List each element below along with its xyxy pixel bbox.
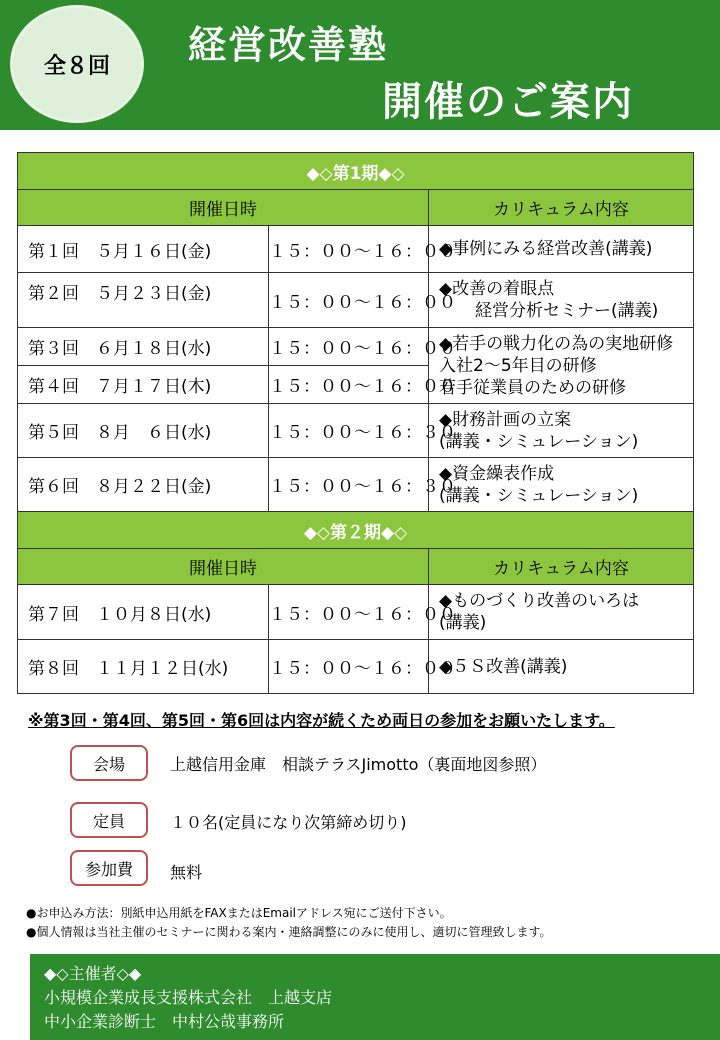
curriculum-line: ◆改善の着眼点 xyxy=(439,279,555,299)
curriculum-line: ◆ものづくり改善のいろは xyxy=(439,591,640,611)
session-date: １１月１２日(水) xyxy=(96,659,229,679)
notes-list xyxy=(26,904,552,942)
list-item: ●お申込み方法：別紙申込用紙をFAXまたはEmailアドレス宛にご送付下さい。 xyxy=(26,906,452,920)
session-date: ８月２２日(金) xyxy=(96,477,212,497)
column-header-date: 開催日時 xyxy=(18,190,429,226)
session-number: 第５回 xyxy=(28,423,79,443)
column-header-date: 開催日時 xyxy=(18,549,429,585)
curriculum-line: ◆若手の戦力化の為の実地研修 xyxy=(439,333,674,354)
curriculum-line: ◆資金繰表作成 xyxy=(439,463,555,484)
session-time: １５：００〜１６：３０ xyxy=(269,458,429,512)
curriculum-cell xyxy=(429,585,694,640)
curriculum-line: (講義) xyxy=(439,613,487,633)
session-cell xyxy=(18,366,269,404)
venue-value: 上越信用金庫 相談テラスJimotto（裏面地図参照） xyxy=(170,755,547,774)
curriculum-cell-merged xyxy=(429,328,694,404)
list-item: ●個人情報は当社主催のセミナーに関わる案内・連絡調整にのみに使用し、適切に管理致します。 xyxy=(26,925,552,939)
organizer-line: 中小企業診断士 中村公哉事務所 xyxy=(44,1012,285,1031)
curriculum-line: ◆事例にみる経営改善(講義) xyxy=(439,239,653,259)
session-time: １５：００〜１６：００ xyxy=(269,366,429,404)
session-cell xyxy=(18,273,269,328)
curriculum-line: ◆５Ｓ改善(講義) xyxy=(439,656,568,677)
curriculum-cell xyxy=(429,226,694,273)
curriculum-line: (講義・シミュレーション) xyxy=(439,431,639,452)
table-row xyxy=(18,585,694,640)
organizer-footer xyxy=(30,954,720,1040)
session-cell xyxy=(18,585,269,640)
session-date: ７月１７日(木) xyxy=(96,377,212,397)
fee-value: 無料 xyxy=(170,863,203,882)
session-number: 第８回 xyxy=(28,659,79,679)
schedule-table xyxy=(17,152,694,694)
session-date: ５月１６日(金) xyxy=(96,241,212,262)
capacity-label: 定員 xyxy=(70,802,148,838)
venue-label: 会場 xyxy=(70,745,148,781)
session-cell xyxy=(18,458,269,512)
table-row xyxy=(18,404,694,458)
table-row xyxy=(18,273,694,328)
session-cell xyxy=(18,328,269,366)
header-banner xyxy=(0,0,720,130)
curriculum-cell xyxy=(429,273,694,328)
table-row xyxy=(18,226,694,273)
fee-label: 参加費 xyxy=(70,850,148,886)
period-title: ◆◇第２期◆◇ xyxy=(18,512,694,549)
session-number: 第１回 xyxy=(28,241,79,262)
table-row xyxy=(18,458,694,512)
curriculum-cell xyxy=(429,404,694,458)
curriculum-cell xyxy=(429,458,694,512)
session-date: ６月１８日(水) xyxy=(96,339,212,359)
page-title-line1: 経営改善塾 xyxy=(188,23,389,67)
session-number: 第４回 xyxy=(28,377,79,397)
session-time: １５：００〜１６：００ xyxy=(269,328,429,366)
table-row xyxy=(18,328,694,366)
period-title: ◆◇第1期◆◇ xyxy=(18,153,694,190)
session-number: 第７回 xyxy=(28,604,79,625)
session-time: １５：００〜１６：００ xyxy=(269,273,429,328)
curriculum-line: 入社2〜5年目の研修 xyxy=(439,355,597,376)
session-date: ８月 ６日(水) xyxy=(96,423,212,443)
session-time: １５：００〜１６：００ xyxy=(269,640,429,694)
session-cell xyxy=(18,404,269,458)
column-header-row xyxy=(18,190,694,226)
curriculum-line: (講義・シミュレーション) xyxy=(439,485,639,506)
column-header-row xyxy=(18,549,694,585)
session-count-badge: 全８回 xyxy=(10,5,144,123)
session-number: 第６回 xyxy=(28,477,79,497)
capacity-value: １０名(定員になり次第締め切り) xyxy=(170,813,407,832)
organizer-heading: ◆◇主催者◇◆ xyxy=(44,964,142,983)
curriculum-line: ◆財務計画の立案 xyxy=(439,409,572,430)
table-row xyxy=(18,640,694,694)
period-header-row xyxy=(18,153,694,190)
attendance-note: ※第3回・第4回、第5回・第6回は内容が続くため両日の参加をお願いたします。 xyxy=(28,711,615,730)
column-header-curriculum: カリキュラム内容 xyxy=(429,549,694,585)
session-cell xyxy=(18,640,269,694)
curriculum-line: 経営分析セミナー(講義) xyxy=(475,301,659,321)
session-time: １５：００〜１６：００ xyxy=(269,585,429,640)
column-header-curriculum: カリキュラム内容 xyxy=(429,190,694,226)
session-time: １５：００〜１６：００ xyxy=(269,226,429,273)
session-number: 第３回 xyxy=(28,339,79,359)
organizer-line: 小規模企業成長支援株式会社 上越支店 xyxy=(44,988,333,1007)
session-date: １０月８日(水) xyxy=(96,604,212,625)
session-date: ５月２３日(金) xyxy=(96,284,212,304)
page-title-line2: 開催のご案内 xyxy=(382,79,634,125)
session-number: 第２回 xyxy=(28,284,79,304)
session-time: １５：００〜１６：３０ xyxy=(269,404,429,458)
curriculum-cell xyxy=(429,640,694,694)
session-cell xyxy=(18,226,269,273)
curriculum-line: 若手従業員のための研修 xyxy=(439,377,626,398)
period-header-row xyxy=(18,512,694,549)
